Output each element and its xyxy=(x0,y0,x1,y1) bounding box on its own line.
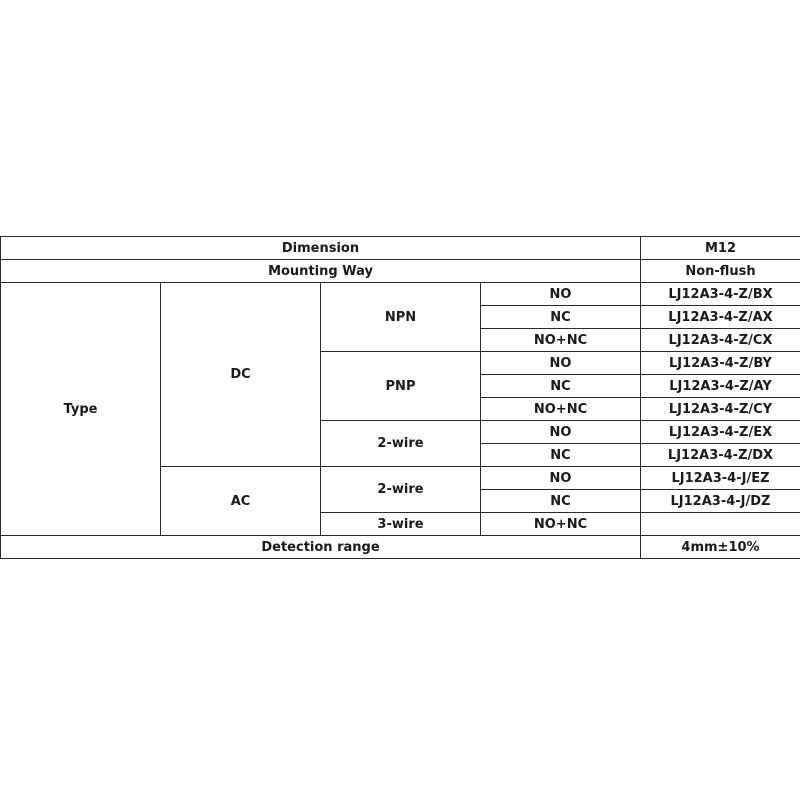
model-cell: LJ12A3-4-Z/BX xyxy=(641,283,800,306)
dimension-label: Dimension xyxy=(1,237,641,260)
output-cell: NO+NC xyxy=(481,329,641,352)
output-cell: NO xyxy=(481,352,641,375)
model-cell: LJ12A3-4-Z/CY xyxy=(641,398,800,421)
output-cell: NO xyxy=(481,283,641,306)
detection-row xyxy=(1,536,800,559)
model-cell: LJ12A3-4-Z/AY xyxy=(641,375,800,398)
mounting-row xyxy=(1,260,800,283)
output-cell: NC xyxy=(481,444,641,467)
dimension-value: M12 xyxy=(641,237,800,260)
model-cell: LJ12A3-4-J/DZ xyxy=(641,490,800,513)
dimension-row xyxy=(1,237,800,260)
detection-label: Detection range xyxy=(1,536,641,559)
mounting-label: Mounting Way xyxy=(1,260,641,283)
mounting-value: Non-flush xyxy=(641,260,800,283)
ac-2wire-label: 2-wire xyxy=(321,467,481,513)
spec-table xyxy=(0,236,800,559)
ac-label: AC xyxy=(161,467,321,536)
ac-3wire-label: 3-wire xyxy=(321,513,481,536)
model-cell: LJ12A3-4-Z/DX xyxy=(641,444,800,467)
output-cell: NO xyxy=(481,421,641,444)
output-cell: NC xyxy=(481,490,641,513)
detection-value: 4mm±10% xyxy=(641,536,800,559)
model-cell: LJ12A3-4-J/EZ xyxy=(641,467,800,490)
npn-label: NPN xyxy=(321,283,481,352)
output-cell: NO+NC xyxy=(481,513,641,536)
model-cell: LJ12A3-4-Z/CX xyxy=(641,329,800,352)
model-cell: LJ12A3-4-Z/BY xyxy=(641,352,800,375)
dc-2wire-label: 2-wire xyxy=(321,421,481,467)
dc-label: DC xyxy=(161,283,321,467)
output-cell: NO+NC xyxy=(481,398,641,421)
table-row xyxy=(1,283,800,306)
output-cell: NC xyxy=(481,375,641,398)
output-cell: NO xyxy=(481,467,641,490)
output-cell: NC xyxy=(481,306,641,329)
model-cell: LJ12A3-4-Z/AX xyxy=(641,306,800,329)
model-cell: LJ12A3-4-Z/EX xyxy=(641,421,800,444)
pnp-label: PNP xyxy=(321,352,481,421)
model-cell xyxy=(641,513,800,536)
type-label: Type xyxy=(1,283,161,536)
